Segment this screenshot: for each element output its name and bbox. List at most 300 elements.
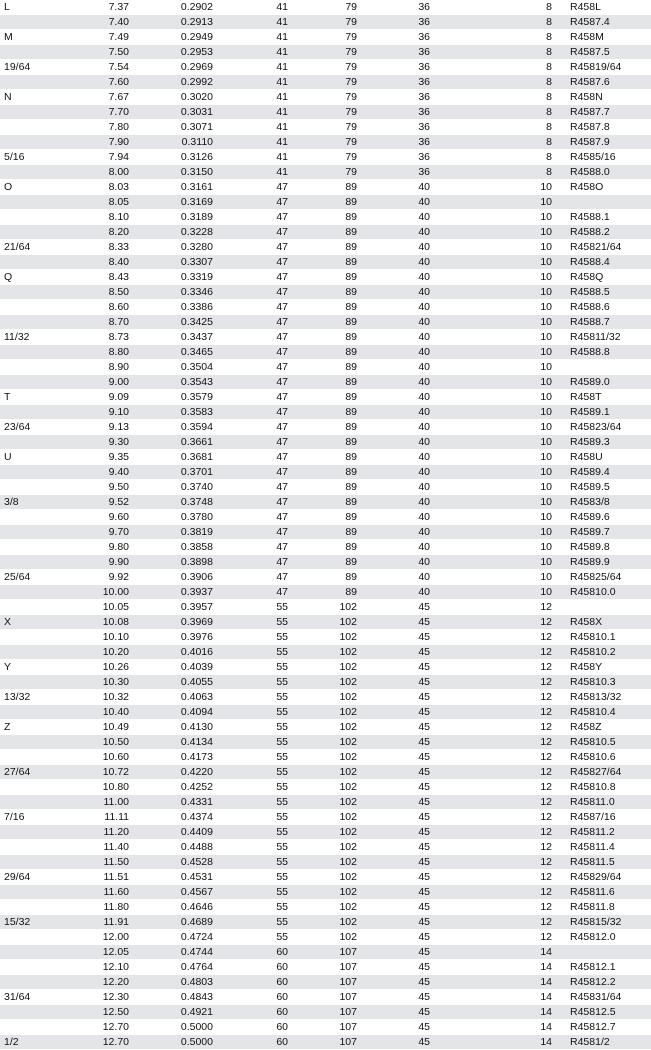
flute-length-cell: 45 bbox=[386, 675, 448, 690]
overall-length-cell: 47 bbox=[230, 285, 298, 300]
size-letter-fraction-cell bbox=[0, 45, 84, 60]
size-letter-fraction-cell bbox=[0, 480, 84, 495]
shank-length-cell: 89 bbox=[298, 195, 386, 210]
diameter-inch-cell: 0.3748 bbox=[138, 495, 230, 510]
diameter-inch-cell: 0.4646 bbox=[138, 900, 230, 915]
overall-length-cell: 47 bbox=[230, 240, 298, 255]
flute-length-cell: 36 bbox=[386, 90, 448, 105]
table-row bbox=[0, 255, 651, 270]
part-number-cell: R458L bbox=[570, 0, 651, 15]
shank-diameter-cell: 10 bbox=[448, 450, 570, 465]
flute-length-cell: 45 bbox=[386, 990, 448, 1005]
shank-diameter-cell: 12 bbox=[448, 705, 570, 720]
size-letter-fraction-cell bbox=[0, 225, 84, 240]
diameter-mm-cell: 10.26 bbox=[84, 660, 138, 675]
size-letter-fraction-cell bbox=[0, 15, 84, 30]
diameter-inch-cell: 0.5000 bbox=[138, 1035, 230, 1050]
shank-length-cell: 79 bbox=[298, 75, 386, 90]
shank-diameter-cell: 10 bbox=[448, 480, 570, 495]
part-number-cell: R4587.5 bbox=[570, 45, 651, 60]
table-row bbox=[0, 405, 651, 420]
size-letter-fraction-cell bbox=[0, 75, 84, 90]
diameter-inch-cell: 0.2902 bbox=[138, 0, 230, 15]
diameter-mm-cell: 10.72 bbox=[84, 765, 138, 780]
part-number-cell: R4581/2 bbox=[570, 1035, 651, 1050]
part-number-cell: R45811.0 bbox=[570, 795, 651, 810]
size-letter-fraction-cell bbox=[0, 945, 84, 960]
table-row bbox=[0, 870, 651, 885]
table-row bbox=[0, 0, 651, 15]
part-number-cell: R45812.2 bbox=[570, 975, 651, 990]
part-number-cell: R4587.9 bbox=[570, 135, 651, 150]
shank-diameter-cell: 10 bbox=[448, 585, 570, 600]
part-number-cell: R45810.3 bbox=[570, 675, 651, 690]
part-number-cell: R45811.2 bbox=[570, 825, 651, 840]
overall-length-cell: 47 bbox=[230, 480, 298, 495]
overall-length-cell: 47 bbox=[230, 540, 298, 555]
flute-length-cell: 45 bbox=[386, 780, 448, 795]
diameter-mm-cell: 11.00 bbox=[84, 795, 138, 810]
shank-diameter-cell: 8 bbox=[448, 90, 570, 105]
table-row bbox=[0, 180, 651, 195]
diameter-inch-cell: 0.4921 bbox=[138, 1005, 230, 1020]
size-letter-fraction-cell bbox=[0, 525, 84, 540]
shank-length-cell: 102 bbox=[298, 600, 386, 615]
diameter-mm-cell: 9.70 bbox=[84, 525, 138, 540]
shank-length-cell: 102 bbox=[298, 930, 386, 945]
part-number-cell: R458T bbox=[570, 390, 651, 405]
diameter-inch-cell: 0.3319 bbox=[138, 270, 230, 285]
flute-length-cell: 40 bbox=[386, 465, 448, 480]
diameter-mm-cell: 7.80 bbox=[84, 120, 138, 135]
table-row bbox=[0, 15, 651, 30]
overall-length-cell: 55 bbox=[230, 690, 298, 705]
flute-length-cell: 40 bbox=[386, 420, 448, 435]
flute-length-cell: 36 bbox=[386, 105, 448, 120]
part-number-cell: R4589.3 bbox=[570, 435, 651, 450]
overall-length-cell: 55 bbox=[230, 765, 298, 780]
table-row bbox=[0, 900, 651, 915]
part-number-cell: R4589.7 bbox=[570, 525, 651, 540]
shank-length-cell: 89 bbox=[298, 300, 386, 315]
size-letter-fraction-cell: 15/32 bbox=[0, 915, 84, 930]
table-row bbox=[0, 570, 651, 585]
shank-diameter-cell: 12 bbox=[448, 855, 570, 870]
shank-diameter-cell: 14 bbox=[448, 960, 570, 975]
shank-diameter-cell: 12 bbox=[448, 630, 570, 645]
table-row bbox=[0, 540, 651, 555]
size-letter-fraction-cell: 1/2 bbox=[0, 1035, 84, 1050]
overall-length-cell: 55 bbox=[230, 825, 298, 840]
diameter-inch-cell: 0.3594 bbox=[138, 420, 230, 435]
overall-length-cell: 41 bbox=[230, 30, 298, 45]
shank-length-cell: 102 bbox=[298, 720, 386, 735]
size-letter-fraction-cell bbox=[0, 675, 84, 690]
shank-length-cell: 89 bbox=[298, 270, 386, 285]
diameter-mm-cell: 9.10 bbox=[84, 405, 138, 420]
diameter-inch-cell: 0.4130 bbox=[138, 720, 230, 735]
size-letter-fraction-cell bbox=[0, 315, 84, 330]
flute-length-cell: 36 bbox=[386, 120, 448, 135]
part-number-cell: R4588.2 bbox=[570, 225, 651, 240]
flute-length-cell: 36 bbox=[386, 60, 448, 75]
part-number-cell: R4588.5 bbox=[570, 285, 651, 300]
part-number-cell: R4588.1 bbox=[570, 210, 651, 225]
flute-length-cell: 40 bbox=[386, 330, 448, 345]
flute-length-cell: 40 bbox=[386, 270, 448, 285]
diameter-mm-cell: 10.10 bbox=[84, 630, 138, 645]
shank-length-cell: 107 bbox=[298, 1035, 386, 1050]
flute-length-cell: 36 bbox=[386, 75, 448, 90]
size-letter-fraction-cell bbox=[0, 285, 84, 300]
flute-length-cell: 40 bbox=[386, 405, 448, 420]
flute-length-cell: 45 bbox=[386, 975, 448, 990]
shank-length-cell: 89 bbox=[298, 480, 386, 495]
table-row bbox=[0, 765, 651, 780]
flute-length-cell: 36 bbox=[386, 135, 448, 150]
flute-length-cell: 40 bbox=[386, 555, 448, 570]
diameter-inch-cell: 0.3583 bbox=[138, 405, 230, 420]
flute-length-cell: 45 bbox=[386, 960, 448, 975]
shank-diameter-cell: 10 bbox=[448, 510, 570, 525]
table-row bbox=[0, 330, 651, 345]
table-row bbox=[0, 750, 651, 765]
diameter-inch-cell: 0.3957 bbox=[138, 600, 230, 615]
shank-length-cell: 89 bbox=[298, 585, 386, 600]
table-row bbox=[0, 975, 651, 990]
part-number-cell: R45811.8 bbox=[570, 900, 651, 915]
table-row bbox=[0, 810, 651, 825]
size-letter-fraction-cell: 5/16 bbox=[0, 150, 84, 165]
overall-length-cell: 60 bbox=[230, 975, 298, 990]
overall-length-cell: 55 bbox=[230, 780, 298, 795]
diameter-inch-cell: 0.3437 bbox=[138, 330, 230, 345]
shank-length-cell: 102 bbox=[298, 915, 386, 930]
part-number-cell: R458X bbox=[570, 615, 651, 630]
shank-diameter-cell: 8 bbox=[448, 165, 570, 180]
size-letter-fraction-cell bbox=[0, 435, 84, 450]
flute-length-cell: 45 bbox=[386, 1035, 448, 1050]
shank-diameter-cell: 12 bbox=[448, 720, 570, 735]
shank-length-cell: 89 bbox=[298, 435, 386, 450]
table-row bbox=[0, 210, 651, 225]
table-row bbox=[0, 75, 651, 90]
table-row bbox=[0, 45, 651, 60]
part-number-cell: R4589.8 bbox=[570, 540, 651, 555]
overall-length-cell: 41 bbox=[230, 45, 298, 60]
size-letter-fraction-cell: 27/64 bbox=[0, 765, 84, 780]
diameter-inch-cell: 0.3976 bbox=[138, 630, 230, 645]
diameter-inch-cell: 0.3858 bbox=[138, 540, 230, 555]
diameter-mm-cell: 8.43 bbox=[84, 270, 138, 285]
shank-length-cell: 102 bbox=[298, 810, 386, 825]
flute-length-cell: 36 bbox=[386, 30, 448, 45]
part-number-cell: R4583/8 bbox=[570, 495, 651, 510]
diameter-inch-cell: 0.4764 bbox=[138, 960, 230, 975]
diameter-mm-cell: 9.30 bbox=[84, 435, 138, 450]
overall-length-cell: 41 bbox=[230, 0, 298, 15]
shank-length-cell: 79 bbox=[298, 105, 386, 120]
flute-length-cell: 40 bbox=[386, 195, 448, 210]
diameter-mm-cell: 10.40 bbox=[84, 705, 138, 720]
part-number-cell: R45810.8 bbox=[570, 780, 651, 795]
size-letter-fraction-cell: 29/64 bbox=[0, 870, 84, 885]
flute-length-cell: 40 bbox=[386, 210, 448, 225]
part-number-cell: R45812.0 bbox=[570, 930, 651, 945]
diameter-mm-cell: 9.92 bbox=[84, 570, 138, 585]
size-letter-fraction-cell bbox=[0, 300, 84, 315]
part-number-cell: R45810.2 bbox=[570, 645, 651, 660]
shank-length-cell: 79 bbox=[298, 15, 386, 30]
table-row bbox=[0, 555, 651, 570]
overall-length-cell: 60 bbox=[230, 1020, 298, 1035]
table-row bbox=[0, 1005, 651, 1020]
size-letter-fraction-cell: O bbox=[0, 180, 84, 195]
table-row bbox=[0, 135, 651, 150]
part-number-cell: R45810.1 bbox=[570, 630, 651, 645]
diameter-inch-cell: 0.4016 bbox=[138, 645, 230, 660]
overall-length-cell: 55 bbox=[230, 600, 298, 615]
flute-length-cell: 45 bbox=[386, 1005, 448, 1020]
size-letter-fraction-cell bbox=[0, 135, 84, 150]
shank-diameter-cell: 10 bbox=[448, 435, 570, 450]
shank-diameter-cell: 10 bbox=[448, 360, 570, 375]
shank-diameter-cell: 12 bbox=[448, 765, 570, 780]
overall-length-cell: 55 bbox=[230, 840, 298, 855]
overall-length-cell: 47 bbox=[230, 195, 298, 210]
shank-length-cell: 89 bbox=[298, 465, 386, 480]
flute-length-cell: 45 bbox=[386, 900, 448, 915]
flute-length-cell: 45 bbox=[386, 600, 448, 615]
shank-diameter-cell: 10 bbox=[448, 180, 570, 195]
shank-diameter-cell: 14 bbox=[448, 990, 570, 1005]
flute-length-cell: 40 bbox=[386, 240, 448, 255]
flute-length-cell: 40 bbox=[386, 585, 448, 600]
diameter-inch-cell: 0.3898 bbox=[138, 555, 230, 570]
table-row bbox=[0, 390, 651, 405]
shank-diameter-cell: 12 bbox=[448, 645, 570, 660]
part-number-cell: R4588.4 bbox=[570, 255, 651, 270]
table-row bbox=[0, 150, 651, 165]
flute-length-cell: 40 bbox=[386, 480, 448, 495]
shank-length-cell: 102 bbox=[298, 615, 386, 630]
overall-length-cell: 55 bbox=[230, 915, 298, 930]
table-row bbox=[0, 660, 651, 675]
part-number-cell: R458O bbox=[570, 180, 651, 195]
part-number-cell: R4589.4 bbox=[570, 465, 651, 480]
diameter-mm-cell: 10.05 bbox=[84, 600, 138, 615]
table-row bbox=[0, 465, 651, 480]
flute-length-cell: 45 bbox=[386, 630, 448, 645]
overall-length-cell: 41 bbox=[230, 90, 298, 105]
overall-length-cell: 55 bbox=[230, 705, 298, 720]
part-number-cell: R45813/32 bbox=[570, 690, 651, 705]
part-number-cell: R45812.5 bbox=[570, 1005, 651, 1020]
flute-length-cell: 45 bbox=[386, 840, 448, 855]
size-letter-fraction-cell: 13/32 bbox=[0, 690, 84, 705]
table-row bbox=[0, 825, 651, 840]
diameter-inch-cell: 0.4331 bbox=[138, 795, 230, 810]
size-letter-fraction-cell: X bbox=[0, 615, 84, 630]
part-number-cell: R45811.5 bbox=[570, 855, 651, 870]
part-number-cell: R45810.4 bbox=[570, 705, 651, 720]
shank-length-cell: 89 bbox=[298, 360, 386, 375]
size-letter-fraction-cell bbox=[0, 375, 84, 390]
size-letter-fraction-cell: T bbox=[0, 390, 84, 405]
shank-length-cell: 89 bbox=[298, 450, 386, 465]
diameter-mm-cell: 9.80 bbox=[84, 540, 138, 555]
size-letter-fraction-cell: N bbox=[0, 90, 84, 105]
size-letter-fraction-cell bbox=[0, 120, 84, 135]
overall-length-cell: 55 bbox=[230, 615, 298, 630]
size-letter-fraction-cell bbox=[0, 540, 84, 555]
shank-length-cell: 102 bbox=[298, 780, 386, 795]
diameter-inch-cell: 0.3819 bbox=[138, 525, 230, 540]
diameter-mm-cell: 8.73 bbox=[84, 330, 138, 345]
part-number-cell: R45825/64 bbox=[570, 570, 651, 585]
shank-diameter-cell: 8 bbox=[448, 0, 570, 15]
shank-diameter-cell: 8 bbox=[448, 105, 570, 120]
diameter-inch-cell: 0.3161 bbox=[138, 180, 230, 195]
overall-length-cell: 55 bbox=[230, 900, 298, 915]
part-number-cell: R45827/64 bbox=[570, 765, 651, 780]
shank-diameter-cell: 12 bbox=[448, 930, 570, 945]
size-letter-fraction-cell bbox=[0, 795, 84, 810]
diameter-mm-cell: 10.60 bbox=[84, 750, 138, 765]
flute-length-cell: 45 bbox=[386, 735, 448, 750]
overall-length-cell: 55 bbox=[230, 930, 298, 945]
diameter-mm-cell: 10.49 bbox=[84, 720, 138, 735]
diameter-inch-cell: 0.3579 bbox=[138, 390, 230, 405]
shank-length-cell: 89 bbox=[298, 330, 386, 345]
part-number-cell: R458Q bbox=[570, 270, 651, 285]
flute-length-cell: 36 bbox=[386, 0, 448, 15]
shank-diameter-cell: 12 bbox=[448, 600, 570, 615]
part-number-cell: R4587.7 bbox=[570, 105, 651, 120]
size-letter-fraction-cell bbox=[0, 930, 84, 945]
overall-length-cell: 47 bbox=[230, 585, 298, 600]
flute-length-cell: 45 bbox=[386, 750, 448, 765]
shank-diameter-cell: 10 bbox=[448, 225, 570, 240]
overall-length-cell: 55 bbox=[230, 720, 298, 735]
part-number-cell: R4585/16 bbox=[570, 150, 651, 165]
shank-diameter-cell: 10 bbox=[448, 420, 570, 435]
shank-length-cell: 89 bbox=[298, 495, 386, 510]
diameter-mm-cell: 9.00 bbox=[84, 375, 138, 390]
diameter-mm-cell: 12.70 bbox=[84, 1020, 138, 1035]
shank-diameter-cell: 10 bbox=[448, 270, 570, 285]
shank-diameter-cell: 10 bbox=[448, 285, 570, 300]
overall-length-cell: 55 bbox=[230, 885, 298, 900]
table-row bbox=[0, 30, 651, 45]
shank-length-cell: 107 bbox=[298, 1020, 386, 1035]
diameter-inch-cell: 0.3543 bbox=[138, 375, 230, 390]
table-row bbox=[0, 885, 651, 900]
table-row bbox=[0, 915, 651, 930]
diameter-mm-cell: 12.70 bbox=[84, 1035, 138, 1050]
flute-length-cell: 45 bbox=[386, 885, 448, 900]
table-row bbox=[0, 510, 651, 525]
diameter-inch-cell: 0.3189 bbox=[138, 210, 230, 225]
diameter-mm-cell: 8.00 bbox=[84, 165, 138, 180]
part-number-cell: R4589.9 bbox=[570, 555, 651, 570]
part-number-cell bbox=[570, 360, 651, 375]
shank-length-cell: 102 bbox=[298, 795, 386, 810]
table-row bbox=[0, 480, 651, 495]
flute-length-cell: 45 bbox=[386, 645, 448, 660]
shank-length-cell: 102 bbox=[298, 885, 386, 900]
shank-diameter-cell: 14 bbox=[448, 1020, 570, 1035]
shank-diameter-cell: 10 bbox=[448, 345, 570, 360]
flute-length-cell: 40 bbox=[386, 570, 448, 585]
shank-diameter-cell: 10 bbox=[448, 300, 570, 315]
size-letter-fraction-cell: 19/64 bbox=[0, 60, 84, 75]
diameter-inch-cell: 0.4094 bbox=[138, 705, 230, 720]
diameter-mm-cell: 12.10 bbox=[84, 960, 138, 975]
shank-length-cell: 102 bbox=[298, 855, 386, 870]
diameter-mm-cell: 10.20 bbox=[84, 645, 138, 660]
table-row bbox=[0, 1035, 651, 1050]
flute-length-cell: 40 bbox=[386, 315, 448, 330]
table-row bbox=[0, 930, 651, 945]
overall-length-cell: 47 bbox=[230, 270, 298, 285]
shank-length-cell: 79 bbox=[298, 135, 386, 150]
shank-length-cell: 79 bbox=[298, 90, 386, 105]
diameter-inch-cell: 0.4374 bbox=[138, 810, 230, 825]
table-row bbox=[0, 60, 651, 75]
overall-length-cell: 55 bbox=[230, 795, 298, 810]
overall-length-cell: 47 bbox=[230, 255, 298, 270]
table-row bbox=[0, 645, 651, 660]
table-row bbox=[0, 495, 651, 510]
part-number-cell: R4588.7 bbox=[570, 315, 651, 330]
part-number-cell: R45811.4 bbox=[570, 840, 651, 855]
part-number-cell: R45810.6 bbox=[570, 750, 651, 765]
size-letter-fraction-cell: 31/64 bbox=[0, 990, 84, 1005]
diameter-inch-cell: 0.3937 bbox=[138, 585, 230, 600]
size-letter-fraction-cell bbox=[0, 405, 84, 420]
diameter-inch-cell: 0.3681 bbox=[138, 450, 230, 465]
diameter-inch-cell: 0.4252 bbox=[138, 780, 230, 795]
overall-length-cell: 55 bbox=[230, 675, 298, 690]
overall-length-cell: 55 bbox=[230, 750, 298, 765]
table-row bbox=[0, 705, 651, 720]
flute-length-cell: 36 bbox=[386, 150, 448, 165]
part-number-cell: R4587.4 bbox=[570, 15, 651, 30]
part-number-cell: R458Z bbox=[570, 720, 651, 735]
diameter-mm-cell: 11.91 bbox=[84, 915, 138, 930]
shank-diameter-cell: 10 bbox=[448, 555, 570, 570]
size-letter-fraction-cell bbox=[0, 600, 84, 615]
diameter-mm-cell: 10.32 bbox=[84, 690, 138, 705]
diameter-inch-cell: 0.4724 bbox=[138, 930, 230, 945]
flute-length-cell: 40 bbox=[386, 180, 448, 195]
diameter-mm-cell: 8.80 bbox=[84, 345, 138, 360]
overall-length-cell: 55 bbox=[230, 810, 298, 825]
shank-diameter-cell: 10 bbox=[448, 375, 570, 390]
flute-length-cell: 45 bbox=[386, 660, 448, 675]
diameter-mm-cell: 8.70 bbox=[84, 315, 138, 330]
diameter-inch-cell: 0.3661 bbox=[138, 435, 230, 450]
diameter-mm-cell: 10.08 bbox=[84, 615, 138, 630]
overall-length-cell: 47 bbox=[230, 180, 298, 195]
flute-length-cell: 45 bbox=[386, 720, 448, 735]
size-letter-fraction-cell: Q bbox=[0, 270, 84, 285]
diameter-inch-cell: 0.3031 bbox=[138, 105, 230, 120]
diameter-inch-cell: 0.3780 bbox=[138, 510, 230, 525]
diameter-mm-cell: 8.05 bbox=[84, 195, 138, 210]
shank-length-cell: 79 bbox=[298, 165, 386, 180]
